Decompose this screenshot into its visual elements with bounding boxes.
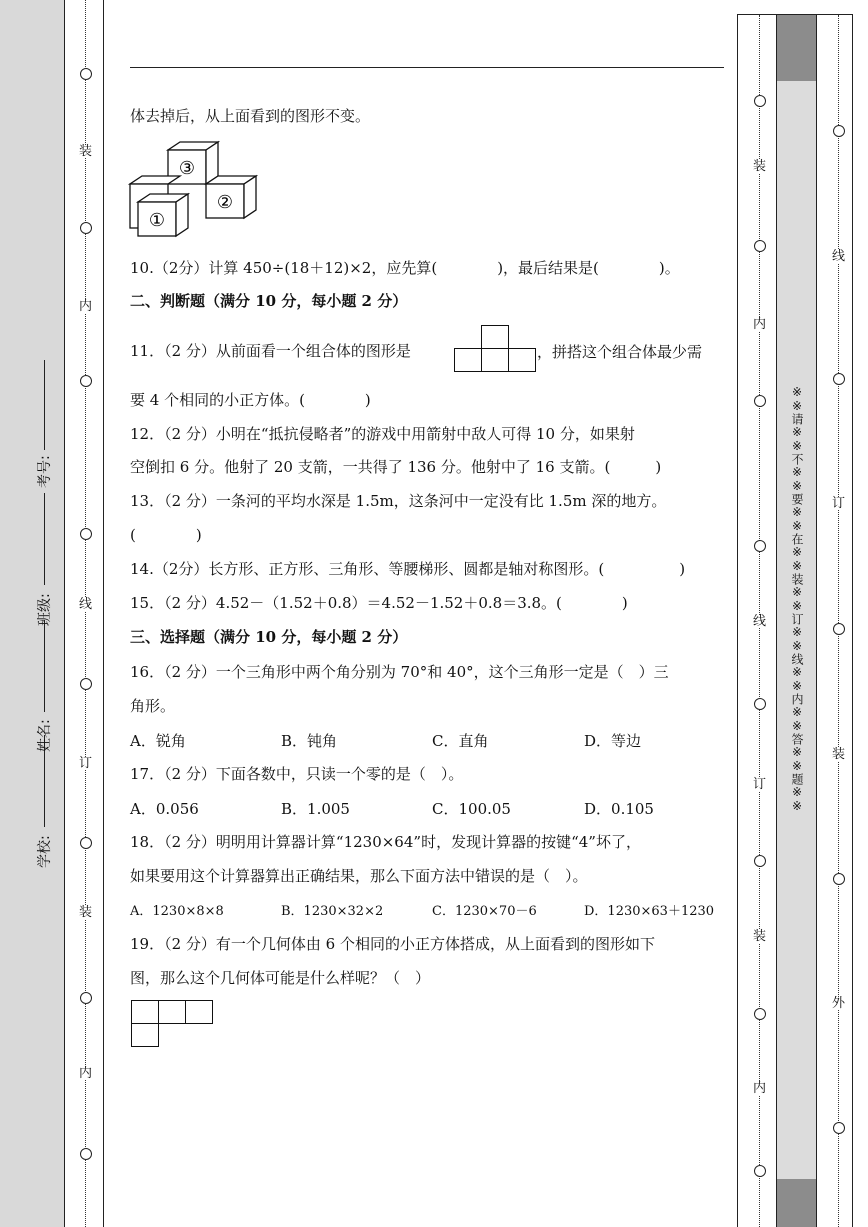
school-label: 学校: <box>37 835 53 868</box>
right-seal-circle <box>754 240 766 252</box>
left-seal-char: 订 <box>79 756 93 771</box>
class-label: 班级: <box>37 593 53 626</box>
left-seal-circle <box>80 528 92 540</box>
exam-no-label: 考号: <box>37 455 53 488</box>
section-3-title: 三、选择题（满分 10 分，每小题 2 分） <box>130 628 408 646</box>
left-seal-circle <box>80 222 92 234</box>
right-seal-char: 内 <box>753 317 767 332</box>
question-13-line-1: 13．（2 分）一条河的平均水深是 1.5m，这条河中一定没有比 1.5m 深的地方。 <box>130 492 667 510</box>
right-seal-circle <box>754 855 766 867</box>
right-outer-dotted-line <box>838 15 839 1227</box>
cube-label: ③ <box>178 158 196 179</box>
left-seal-circle <box>80 68 92 80</box>
top-view-figure <box>131 1000 213 1047</box>
q18-option-c[interactable]: C．1230×70－6 <box>432 904 537 919</box>
q18-option-b[interactable]: B．1230×32×2 <box>281 904 384 919</box>
name-blank <box>44 620 45 712</box>
question-15: 15．（2 分）4.52－（1.52＋0.8）＝4.52－1.52＋0.8＝3.8。( ) <box>130 594 628 612</box>
q18-option-a[interactable]: A．1230×8×8 <box>130 904 224 919</box>
left-seal-circle <box>80 1148 92 1160</box>
right-seal-char: 装 <box>753 159 767 174</box>
left-seal-char: 内 <box>79 1066 93 1081</box>
left-margin-border-inner <box>103 0 104 1227</box>
left-seal-dotted-line <box>85 0 86 1227</box>
question-19-line-1: 19．（2 分）有一个几何体由 6 个相同的小正方体搭成，从上面看到的图形如下 <box>130 935 655 953</box>
front-view-figure <box>454 325 536 372</box>
right-seal-circle <box>754 95 766 107</box>
question-11-part-b: ，拼搭这个组合体最少需 <box>537 343 703 361</box>
right-outer-circle <box>833 373 845 385</box>
question-13-line-2: ( ) <box>130 526 202 544</box>
exam-no-blank <box>44 360 45 450</box>
right-seal-char: 内 <box>753 1081 767 1096</box>
question-18-line-1: 18．（2 分）明明用计算器计算“1230×64”时，发现计算器的按键“4”坏了， <box>130 833 641 851</box>
q18-option-d[interactable]: D．1230×63＋1230 <box>584 904 715 919</box>
left-margin-border <box>64 0 65 1227</box>
right-seal-char: 线 <box>753 614 767 629</box>
section-2-title: 二、判断题（满分 10 分，每小题 2 分） <box>130 292 408 310</box>
right-outer-circle <box>833 125 845 137</box>
right-outer-char: 装 <box>832 747 846 762</box>
right-outer-char: 订 <box>832 496 846 511</box>
cube-label: ② <box>216 192 234 213</box>
question-19-line-2: 图，那么这个几何体可能是什么样呢？（ ） <box>130 969 431 987</box>
question-16-line-1: 16．（2 分）一个三角形中两个角分别为 70°和 40°，这个三角形一定是（ ）三 <box>130 663 669 681</box>
q16-option-c[interactable]: C．直角 <box>432 732 489 750</box>
q17-option-d[interactable]: D．0.105 <box>584 800 654 818</box>
right-outer-char: 线 <box>832 249 846 264</box>
left-seal-circle <box>80 678 92 690</box>
cube-label: ① <box>148 210 166 231</box>
question-12-line-2: 空倒扣 6 分。他射了 20 支箭，一共得了 136 分。他射中了 16 支箭。( ) <box>130 458 662 476</box>
right-band-border <box>816 15 817 1227</box>
q17-option-c[interactable]: C．100.05 <box>432 800 511 818</box>
right-band-border <box>776 15 777 1227</box>
right-seal-circle <box>754 395 766 407</box>
right-seal-circle <box>754 1008 766 1020</box>
cube-figure <box>128 140 258 240</box>
left-seal-char: 装 <box>79 905 93 920</box>
left-seal-char: 装 <box>79 144 93 159</box>
right-seal-char: 装 <box>753 929 767 944</box>
no-answer-warning: ※※请※※不※※要※※在※※装※※订※※线※※内※※答※※题※※ <box>790 385 804 813</box>
left-seal-char: 线 <box>79 597 93 612</box>
right-seal-circle <box>754 698 766 710</box>
question-18-line-2: 如果要用这个计算器算出正确结果，那么下面方法中错误的是（ ）。 <box>130 867 588 885</box>
header-rule <box>130 67 724 68</box>
right-outer-circle <box>833 873 845 885</box>
q16-option-a[interactable]: A．锐角 <box>130 732 186 750</box>
name-label: 姓名: <box>37 719 53 752</box>
question-16-line-2: 角形。 <box>130 697 176 715</box>
question-10: 10.（2分）计算 450÷(18＋12)×2，应先算( )，最后结果是( )。 <box>130 259 680 277</box>
q17-option-a[interactable]: A．0.056 <box>130 800 199 818</box>
q16-option-d[interactable]: D．等边 <box>584 732 642 750</box>
right-seal-char: 订 <box>753 777 767 792</box>
right-gray-block-top <box>776 15 817 81</box>
left-seal-circle <box>80 837 92 849</box>
right-outer-circle <box>833 1122 845 1134</box>
right-seal-circle <box>754 540 766 552</box>
q17-option-b[interactable]: B．1.005 <box>281 800 350 818</box>
right-seal-circle <box>754 1165 766 1177</box>
question-12-line-1: 12．（2 分）小明在“抵抗侵略者”的游戏中用箭射中敌人可得 10 分，如果射 <box>130 425 635 443</box>
left-seal-char: 内 <box>79 299 93 314</box>
left-binding-margin <box>0 0 64 1227</box>
class-blank <box>44 493 45 585</box>
left-seal-circle <box>80 375 92 387</box>
question-11-part-a: 11．（2 分）从前面看一个组合体的图形是 <box>130 342 411 360</box>
left-seal-circle <box>80 992 92 1004</box>
q16-option-b[interactable]: B．钝角 <box>281 732 338 750</box>
question-14: 14.（2分）长方形、正方形、三角形、等腰梯形、圆都是轴对称图形。( ) <box>130 560 686 578</box>
right-gray-block-bottom <box>776 1179 817 1227</box>
q9-tail-text: 体去掉后，从上面看到的图形不变。 <box>130 107 371 125</box>
right-outer-char: 外 <box>832 996 846 1011</box>
question-11-part-c: 要 4 个相同的小正方体。( ) <box>130 391 371 409</box>
question-17: 17．（2 分）下面各数中，只读一个零的是（ ）。 <box>130 765 464 783</box>
right-outer-circle <box>833 623 845 635</box>
